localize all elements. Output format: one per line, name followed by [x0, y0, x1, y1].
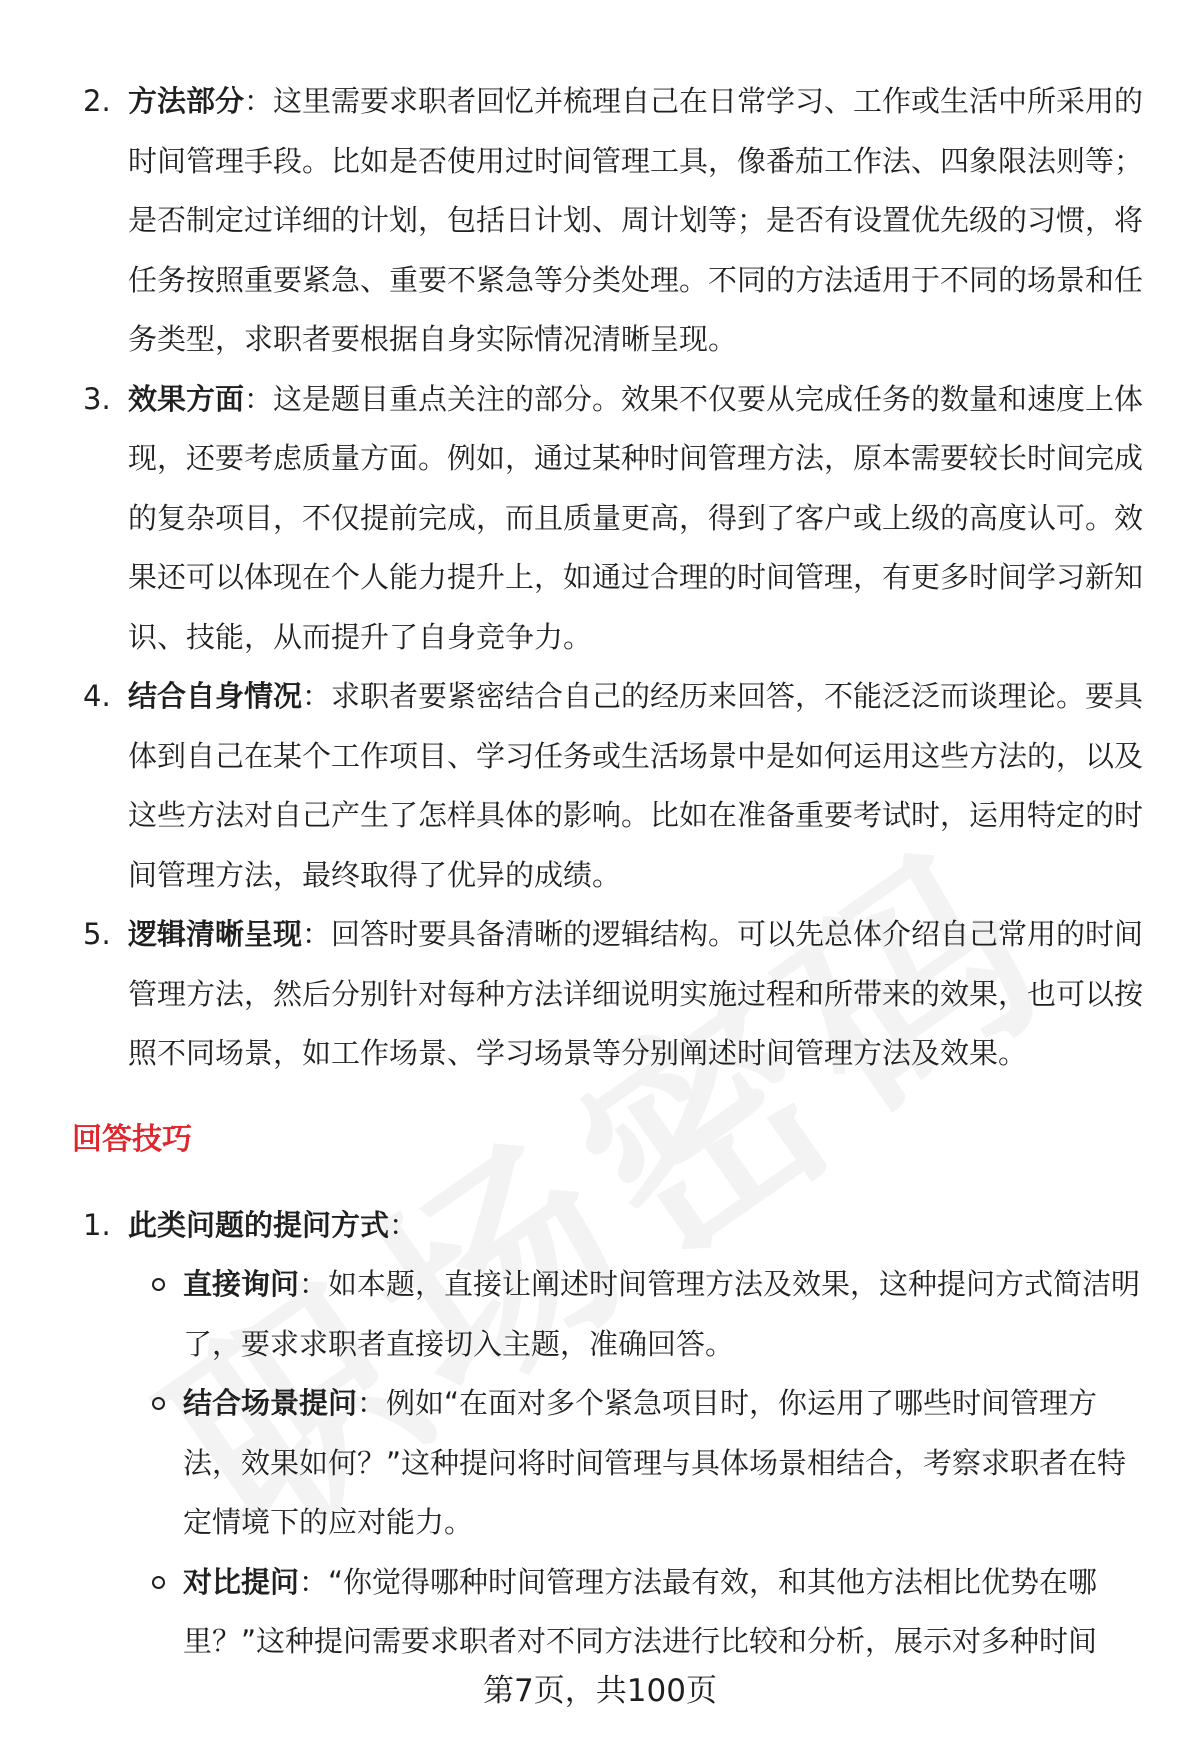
list-item-label: 结合自身情况: [128, 679, 303, 713]
list-item-label: 效果方面: [128, 381, 245, 416]
sub-list-item: [183, 1374, 1141, 1553]
list-item: [83, 1196, 1144, 1256]
circle-bullet-icon: [152, 1397, 165, 1410]
document-body: [0, 72, 1200, 1672]
sub-item-label: 直接询问: [183, 1267, 300, 1301]
list-number: 5.: [83, 917, 111, 951]
list-number: 2.: [83, 84, 111, 118]
list-item: [83, 667, 1144, 905]
list-item: [83, 370, 1144, 668]
list-item: [83, 905, 1144, 1084]
list-number: 3.: [83, 381, 111, 416]
sub-item-text: ：如本题，直接让阐述时间管理方法及效果，这种提问方式简洁明了，要求求职者直接切入主题，准确回答。: [183, 1267, 1141, 1361]
list-item-text: ：回答时要具备清晰的逻辑结构。可以先总体介绍自己常用的时间管理方法，然后分别针对每种方法详细说明实施过程和所带来的效果，也可以按照不同场景，如工作场景、学习场景等分别阐述时间管理方法及效果。: [128, 917, 1144, 1070]
list-item-text: ：求职者要紧密结合自己的经历来回答，不能泛泛而谈理论。要具体到自己在某个工作项目、学习任务或生活场景中是如何运用这些方法的，以及这些方法对自己产生了怎样具体的影响。比如在准备重要考试时，运用特定的时间管理方法，最终取得了优异的成绩。: [128, 679, 1144, 892]
list-number: 1.: [83, 1207, 111, 1242]
list-item-label: 方法部分: [128, 84, 245, 118]
list-item-text: ：: [389, 1207, 419, 1242]
sub-item-label: 结合场景提问: [183, 1386, 358, 1420]
sub-list-item: [183, 1255, 1141, 1374]
section-title: 回答技巧: [72, 1121, 192, 1157]
list-item-label: 逻辑清晰呈现: [128, 917, 303, 951]
list-item-text: ：这是题目重点关注的部分。效果不仅要从完成任务的数量和速度上体现，还要考虑质量方面。例如，通过某种时间管理方法，原本需要较长时间完成的复杂项目，不仅提前完成，而且质量更高，得到了客户或上级的高度认可。效果还可以体现在个人能力提升上，如通过合理的时间管理，有更多时间学习新知识、技能，从而提升了自身竞争力。: [128, 381, 1144, 654]
list-item-text: ：这里需要求职者回忆并梳理自己在日常学习、工作或生活中所采用的时间管理手段。比如是否使用过时间管理工具，像番茄工作法、四象限法则等；是否制定过详细的计划，包括日计划、周计划等；是否有设置优先级的习惯，将任务按照重要紧急、重要不紧急等分类处理。不同的方法适用于不同的场景和任务类型，求职者要根据自身实际情况清晰呈现。: [128, 84, 1144, 356]
sub-list-item: [183, 1553, 1141, 1672]
sub-item-label: 对比提问: [183, 1564, 300, 1599]
page-footer: 第7页，共100页: [483, 1673, 717, 1709]
sub-item-text: ：“你觉得哪种时间管理方法最有效，和其他方法相比优势在哪里？”这种提问需要求职者对不同方法进行比较和分析，展示对多种时间: [183, 1564, 1098, 1658]
sub-item-text: ：例如“在面对多个紧急项目时，你运用了哪些时间管理方法，效果如何？”这种提问将时间管理与具体场景相结合，考察求职者在特定情境下的应对能力。: [183, 1386, 1127, 1539]
circle-bullet-icon: [152, 1576, 165, 1589]
list-number: 4.: [83, 679, 111, 713]
list-item: [83, 72, 1144, 370]
circle-bullet-icon: [152, 1278, 165, 1291]
list-item-label: 此类问题的提问方式: [128, 1207, 390, 1242]
